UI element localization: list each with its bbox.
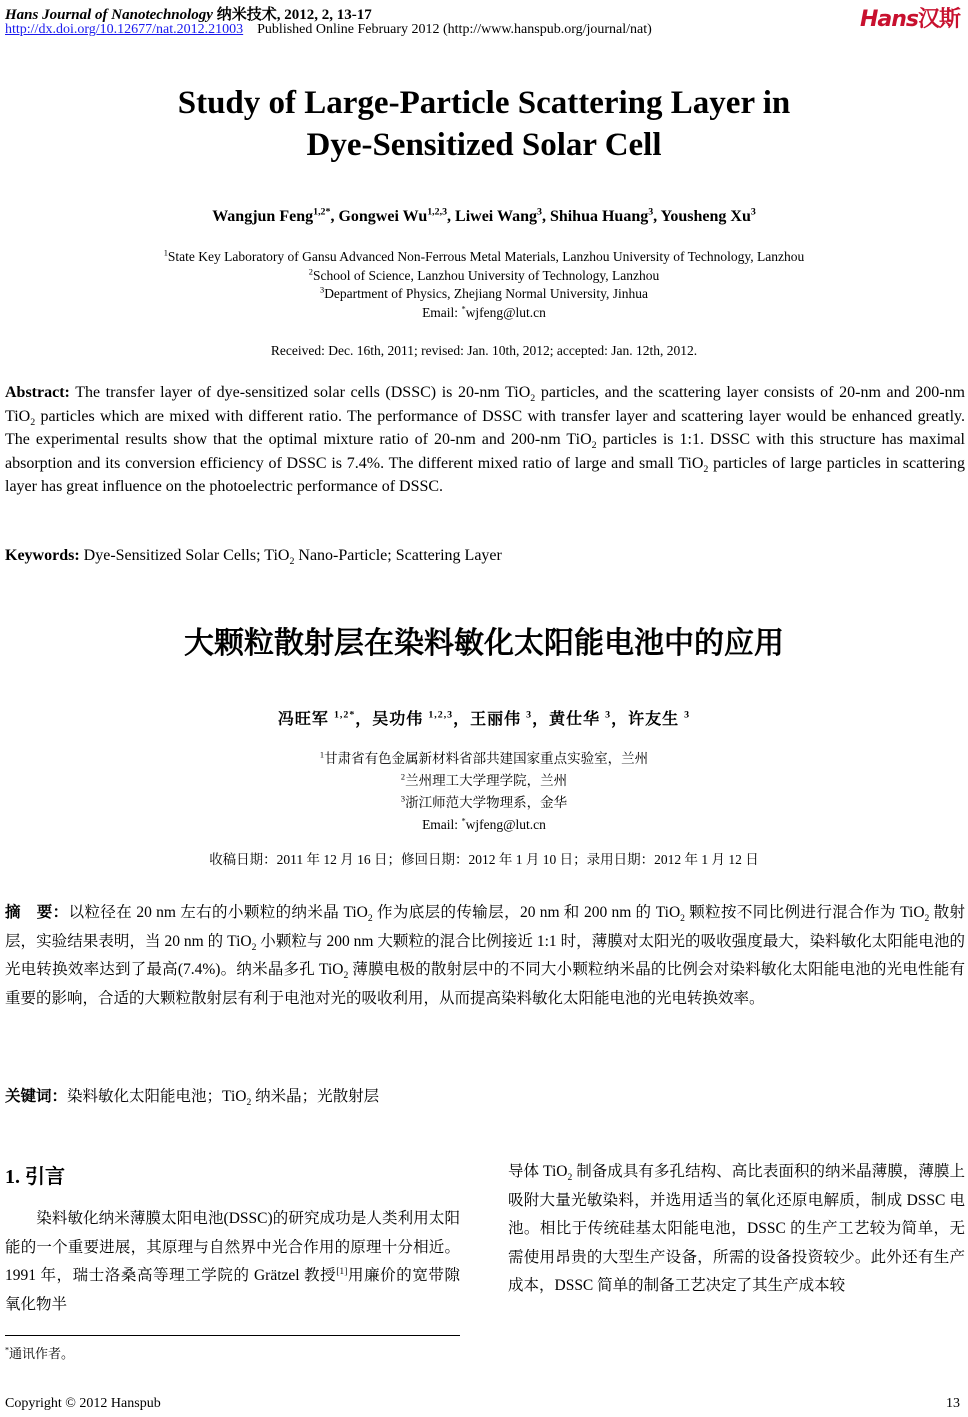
journal-volume: , 2012, 2, 13-17 xyxy=(276,7,372,23)
author: 冯旺军 $^{1,2*}$， xyxy=(277,709,373,728)
authors-en xyxy=(0,208,968,226)
abstract-en: Abstract: The transfer layer of dye-sensitized solar cells (DSSC) is 20-nm TiO$_2$ particles, and the scattering layer consists of 20-nm and 200-nm TiO$_2$ particles which are mixed with different ratio. The performance of DSSC with transfer layer and scattering layer would be enhanced greatly. The experimental results show that the optimal mixture ratio of 20-nm and 200-nm TiO$_2$ particles is 1:1. DSSC with this structure has maximal absorption and its conversion efficiency of DSSC is 7.4%. The different mixed ratio of large and small TiO$_2$ particles of large particles in scattering layer has great influence on the photoelectric performance of DSSC. xyxy=(5,384,966,495)
footnote: *通讯作者。 xyxy=(5,1345,75,1361)
body-column-left: 染料敏化纳米薄膜太阳电池(DSSC)的研究成功是人类利用太阳能的一个重要进展，其原理与自然界中光合作用的原理十分相近。1991 年，瑞士洛桑高等理工学院的 Grätzel 教授[1]用廉价的宽带隙氧化物半 xyxy=(5,1210,460,1313)
received-dates-en: Received: Dec. 16th, 2011; revised: Jan. 10th, 2012; accepted: Jan. 12th, 2012. xyxy=(270,343,698,358)
author: Shihua Huang$^3$, xyxy=(549,206,661,225)
affiliations-zh xyxy=(0,748,968,836)
doi-line xyxy=(5,22,652,38)
affiliation: $^1$State Key Laboratory of Gansu Advanced Non-Ferrous Metal Materials, Lanzhou University of Technology, Lanzhou xyxy=(163,248,805,264)
abstract-zh: 摘 要：以粒径在 20 nm 左右的小颗粒的纳米晶 TiO$_2$ 作为底层的传输层，20 nm 和 200 nm 的 TiO$_2$ 颗粒按不同比例进行混合作为 TiO$_2$ 散射层，实验结果表明，当 20 nm 的 TiO$_2$ 小颗粒与 200 nm 大颗粒的混合比例接近 1:1 时，薄膜对太阳光的吸收强度最大，染料敏化太阳能电池的光电转换效率达到了最高(7.4%)。纳米晶多孔 TiO$_2$ 薄膜电极的散射层中的不同大小颗粒纳米晶的比例会对染料敏化太阳能电池的光电性能有重要的影响，合适的大颗粒散射层有利于电池对光的吸收利用，从而提高染料敏化太阳能电池的光电转换效率。 xyxy=(5,903,965,1007)
journal-name-zh: 纳米技术 xyxy=(216,7,277,23)
journal-name-en: Hans Journal of Nanotechnology xyxy=(5,7,213,23)
keywords-label-zh: 关键词： xyxy=(5,1087,68,1105)
citation[interactable]: [1] xyxy=(336,1265,348,1277)
journal-header xyxy=(5,3,372,24)
received-dates-zh: 收稿日期：2011 年 12 月 16 日；修回日期：2012 年 1 月 10 日；录用日期：2012 年 1 月 12 日 xyxy=(209,852,759,867)
affiliation: $^3$浙江师范大学物理系，金华 xyxy=(400,794,568,810)
authors-zh xyxy=(0,706,968,729)
hans-logo xyxy=(860,2,960,33)
title-line-1: Study of Large-Particle Scattering Layer in xyxy=(177,85,791,121)
author: Gongwei Wu$^{1,2,3}$, xyxy=(338,206,456,225)
paper-title-en xyxy=(0,82,968,166)
footnote-divider xyxy=(5,1335,460,1336)
doi-link[interactable]: http://dx.doi.org/10.12677/nat.2012.21003 xyxy=(5,22,244,37)
logo-zh: 汉斯 xyxy=(917,7,960,32)
section-heading: 1. 引言 xyxy=(5,1166,65,1188)
author: Liwei Wang$^3$, xyxy=(455,206,550,225)
email-zh: Email: *wjfeng@lut.cn xyxy=(422,816,546,832)
author: Wangjun Feng$^{1,2*}$, xyxy=(212,206,339,225)
title-line-2: Dye-Sensitized Solar Cell xyxy=(306,127,662,163)
affiliation: $^2$兰州理工大学理学院，兰州 xyxy=(400,772,568,788)
copyright: Copyright © 2012 Hanspub xyxy=(5,1396,161,1411)
author: 王丽伟 $^3$， xyxy=(470,709,550,728)
keywords-zh: 关键词：染料敏化太阳能电池；TiO$_2$ 纳米晶；光散射层 xyxy=(5,1087,380,1109)
logo-en: Hans xyxy=(859,7,918,32)
published-online: Published Online February 2012 (http://www.hanspub.org/journal/nat) xyxy=(257,22,652,37)
affiliation: $^3$Department of Physics, Zhejiang Normal University, Jinhua xyxy=(320,285,648,301)
paper-title-zh: 大颗粒散射层在染料敏化太阳能电池中的应用 xyxy=(184,626,784,661)
keywords-label: Keywords: xyxy=(5,547,80,564)
keywords-en: Keywords: Dye-Sensitized Solar Cells; TiO$_2$ Nano-Particle; Scattering Layer xyxy=(5,547,502,568)
affiliations-en xyxy=(0,248,968,322)
email-en: Email: *wjfeng@lut.cn xyxy=(422,304,546,320)
page-number: 13 xyxy=(946,1396,960,1411)
author: 许友生 $^3$ xyxy=(628,709,691,728)
body-column-right: 导体 TiO$_2$ 制备成具有多孔结构、高比表面积的纳米晶薄膜，薄膜上吸附大量光敏染料，并选用适当的氧化还原电解质，制成 DSSC 电池。相比于传统硅基太阳能电池，DSSC 的生产工艺较为简单，无需使用昂贵的大型生产设备，所需的设备投资较少。此外还有生产成本，DSSC 简单的制备工艺决定了其生产成本较 xyxy=(508,1163,965,1294)
abstract-label: Abstract: xyxy=(5,384,70,401)
author: 吴功伟 $^{1,2,3}$， xyxy=(372,709,471,728)
affiliation: $^1$甘肃省有色金属新材料省部共建国家重点实验室，兰州 xyxy=(319,750,649,766)
author: 黄仕华 $^3$， xyxy=(549,709,629,728)
abstract-label-zh: 摘 要： xyxy=(5,903,69,921)
affiliation: $^2$School of Science, Lanzhou University of Technology, Lanzhou xyxy=(308,267,660,283)
author: Yousheng Xu$^3$ xyxy=(660,206,756,225)
